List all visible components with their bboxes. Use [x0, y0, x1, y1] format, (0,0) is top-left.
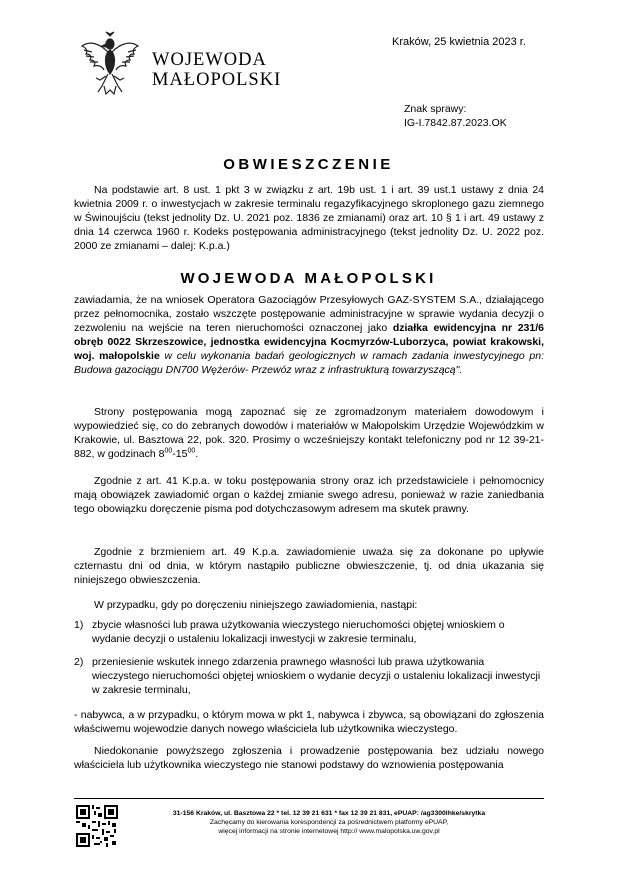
notice-paragraph — [74, 293, 544, 377]
access-end: . — [195, 448, 199, 460]
case-reference-number: IG-I.7842.87.2023.OK — [404, 117, 507, 129]
parcel-designation: działka ewidencyjna nr 231/6 obręb 0022 Skrzeszowice, jednostka ewidencyjna Kocmyrzów-Luborzyca, powiat krakowski, woj. małopolskie — [74, 322, 544, 362]
conditions-intro: W przypadku, gdy po doręczeniu niniejszego zawiadomienia, nastąpi: — [94, 599, 418, 611]
eagle-emblem-icon — [78, 30, 142, 98]
footer-divider — [74, 798, 544, 799]
intro-paragraph: Na podstawie art. 8 ust. 1 pkt 3 w związku z art. 19b ust. 1 i art. 39 ust.1 ustawy z dnia 24 kwietnia 2009 r. o inwestycjach w zakresie terminalu regazyfikacyjnego skroplonego gazu ziemnego w Świnoujściu (tekst jednolity Dz. U. 2021 poz. 1836 ze zmianami) oraz art. 10 § 1 i art. 49 ustawy z dnia 14 czerwca 1960 r. Kodeks postępowania administracyjnego (tekst jednolity Dz. U. 2022 poz. 2000 ze zmianami – dalej: K.p.a.) — [74, 184, 544, 252]
purpose-text: w celu wykonania badań geologicznych w ramach zadania inwestycyjnego pn: Budowa gazociągu DN700 Wężerów- Przewóz wraz z infrastrukturą towarzyszącą". — [74, 350, 544, 376]
hours-dash: -15 — [172, 448, 188, 460]
access-text: Strony postępowania mogą zapoznać się ze zgromadzonym materiałem dowodowym i wypowiedzieć się, co do zebranych dowodów i materiałów w Małopolskim Urzędzie Wojewódzkim w Krakowie, ul. Basztowa 22, pok. 320. Prosimy o wcześniejszy kontakt telefoniczny pod nr 12 39-21-882, w godzinach 8 — [74, 406, 544, 460]
case-reference — [404, 102, 507, 130]
case-reference-label: Znak sprawy: — [404, 103, 467, 115]
list-item-text: przeniesienie wskutek innego zdarzenia prawnego własności lub prawa użytkowania wieczystego nieruchomości objętej wnioskiem o wydanie decyzji o ustaleniu lokalizacji inwestycji w zakresie terminalu, — [92, 656, 541, 696]
document-title: OBWIESZCZENIE — [223, 156, 394, 173]
notice-text: zawiadamia, że na wniosek Operatora Gazociągów Przesyłowych GAZ-SYSTEM S.A., działającego przez pełnomocnika, zostało wszczęte postępowanie administracyjne w sprawie wydania decyzji o zezwoleniu na wejście na teren nieruchomości oznaczonej jako — [74, 294, 544, 334]
list-item-text: zbycie własności lub prawa użytkowania wieczystego nieruchomości objętej wnioskiem o wydanie decyzji o ustaleniu lokalizacji inwestycji w zakresie terminalu, — [92, 619, 505, 645]
address-change-paragraph: Zgodnie z art. 41 K.p.a. w toku postępowania strony oraz ich przedstawiciele i pełnomocnicy mają obowiązek zawiadomić organ o każdej zmianie swego adresu, ponieważ w razie zaniedbania tego obowiązku doręczenie pisma pod dotychczasowym adresem ma skutek prawny. — [74, 475, 544, 515]
authority-name-line2: MAŁOPOLSKI — [152, 70, 282, 90]
authority-heading: WOJEWODA MAŁOPOLSKI — [180, 270, 437, 287]
authority-logo-text — [152, 50, 281, 90]
list-item-number: 1) — [74, 619, 84, 631]
footer-contact — [124, 809, 534, 836]
notification-date-paragraph: Zgodnie z brzmieniem art. 49 K.p.a. zawiadomienie uważa się za dokonane po upływie czternastu dni od dnia, w którym nastąpiło publiczne obwieszczenie, tj. od dnia ukazania się niniejszego obwieszczenia. — [74, 546, 544, 586]
list-item — [74, 655, 544, 697]
list-item — [74, 618, 544, 646]
access-paragraph — [74, 405, 544, 461]
non-reporting-paragraph: Niedokonanie powyższego zgłoszenia i prowadzenie postępowania bez udziału nowego właściciela lub użytkownika wieczystego nie stanowi podstawy do wznowienia postępowania — [74, 745, 544, 771]
footer-epuap-line: Zachęcamy do kierowania korespondencji za pośrednictwem platformy ePUAP, — [209, 819, 449, 826]
hours-end-minutes: 00 — [187, 447, 196, 455]
qr-code-icon — [76, 805, 118, 847]
footer-website-line: więcej informacji na stronie internetowej http:// www.malopolska.uw.gov.pl — [218, 828, 440, 835]
authority-name-line1: WOJEWODA — [152, 50, 267, 70]
hours-start-minutes: 00 — [164, 447, 173, 455]
buyer-obligation-paragraph: - nabywca, a w przypadku, o którym mowa w pkt 1, nabywca i zbywca, są obowiązani do zgłoszenia właściwemu wojewodzie danych nowego właściciela lub użytkownika wieczystego. — [74, 709, 544, 735]
list-item-number: 2) — [74, 656, 84, 668]
footer-address-line: 31-156 Kraków, ul. Basztowa 22 * tel. 12 39 21 631 * fax 12 39 21 831, ePUAP: /ag3300lhke/skrytka — [172, 810, 486, 817]
document-date: Kraków, 25 kwietnia 2023 r. — [392, 36, 526, 48]
